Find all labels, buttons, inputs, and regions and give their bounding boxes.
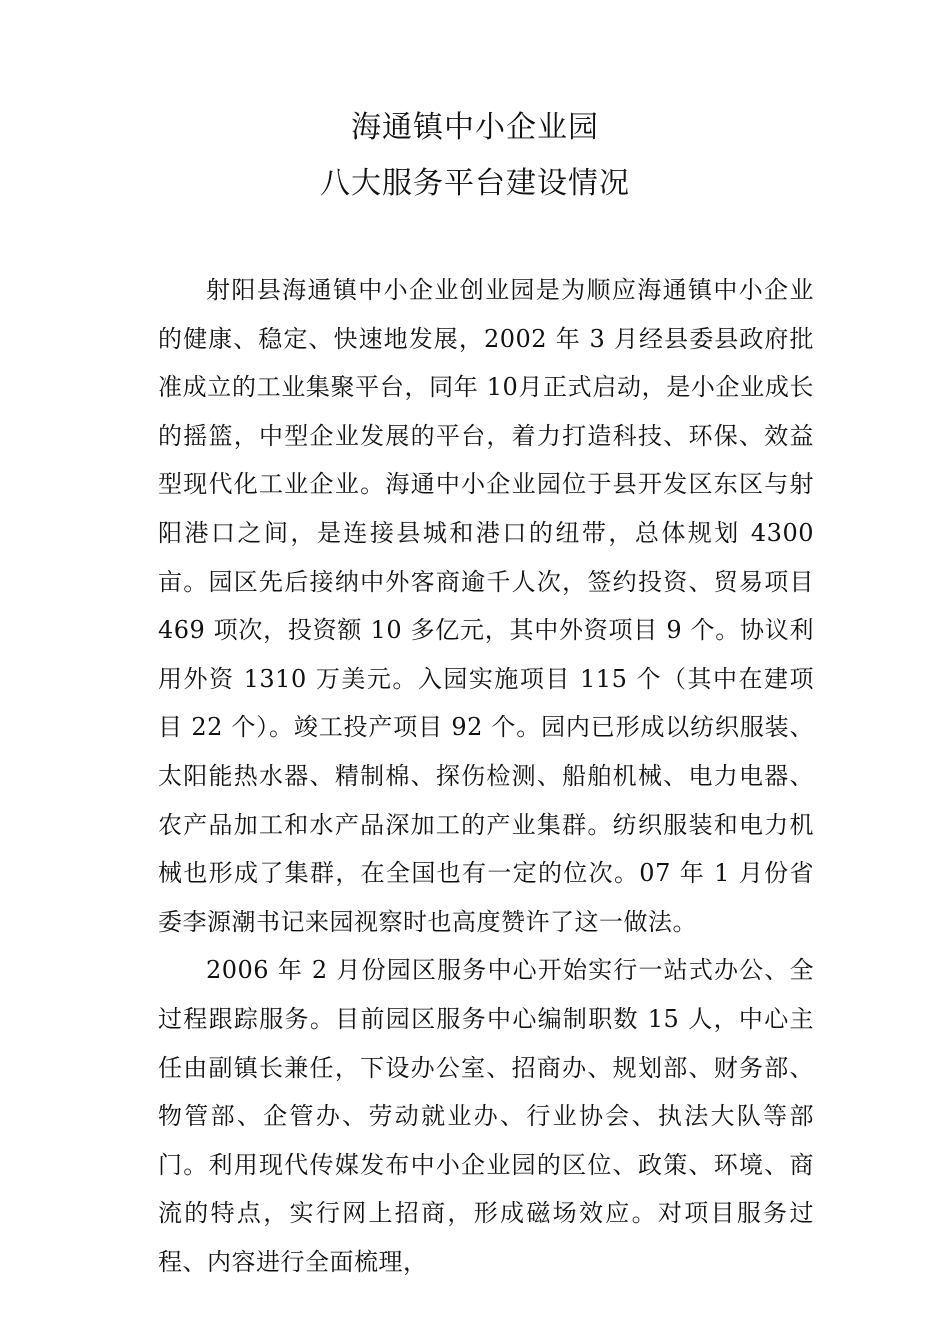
document-body (158, 266, 814, 1286)
paragraph-2: 2006 年 2 月份园区服务中心开始实行一站式办公、全过程跟踪服务。目前园区服务中心编制职数 15 人，中心主任由副镇长兼任，下设办公室、招商办、规划部、财务部、物管部、企管办、劳动就业办、行业协会、执法大队等部门。利用现代传媒发布中小企业园的区位、政策、环境、商流的特点，实行网上招商，形成磁场效应。对项目服务过程、内容进行全面梳理， (158, 956, 814, 1276)
title-line-1: 海通镇中小企业园 (351, 110, 599, 145)
document-title (0, 100, 950, 212)
title-line-2: 八大服务平台建设情况 (320, 166, 630, 201)
paragraph-1: 射阳县海通镇中小企业创业园是为顺应海通镇中小企业的健康、稳定、快速地发展，2002 年 3 月经县委县政府批准成立的工业集聚平台，同年 10月正式启动，是小企业成长的摇篮，中型企业发展的平台，着力打造科技、环保、效益型现代化工业企业。海通中小企业园位于县开发区东区与射阳港口之间，是连接县城和港口的纽带，总体规划 4300 亩。园区先后接纳中外客商逾千人次，签约投资、贸易项目 469 项次，投资额 10 多亿元，其中外资项目 9 个。协议利用外资 1310 万美元。入园实施项目 115 个（其中在建项目 22 个）。竣工投产项目 92 个。园内已形成以纺织服装、太阳能热水器、精制棉、探伤检测、船舶机械、电力电器、农产品加工和水产品深加工的产业集群。纺织服装和电力机械也形成了集群，在全国也有一定的位次。07 年 1 月份省委李源潮书记来园视察时也高度赞许了这一做法。 (158, 276, 814, 936)
